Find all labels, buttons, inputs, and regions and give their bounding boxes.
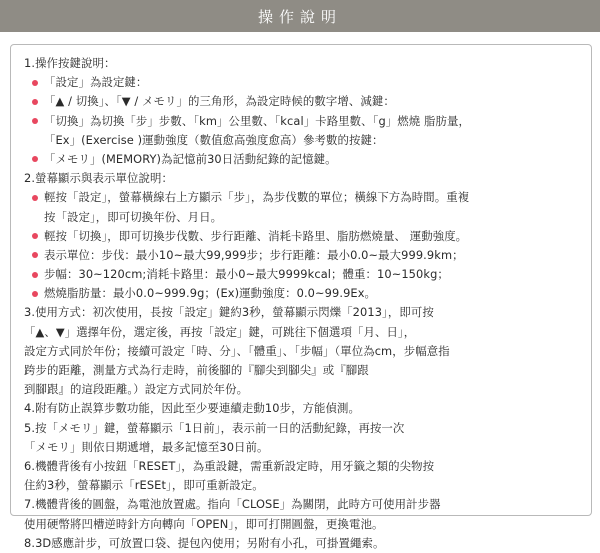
section-heading: 7.機體背後的圓盤，為電池放置處。指向「CLOSE」為關閉，此時方可使用計步器: [24, 497, 441, 512]
paragraph-line: 住約3秒，螢幕顯示「rESEt」，即可重新設定。: [24, 478, 264, 493]
title-bar: [0, 0, 600, 32]
list-item: 「メモリ」(MEMORY)為記憶前30日活動紀錄的記憶鍵。: [24, 150, 584, 169]
bullet-icon: [32, 272, 38, 278]
paragraph-line: 「メモリ」則依日期遞增，最多記憶至30日前。: [24, 439, 269, 454]
section-heading: 6.機體背後有小按鈕「RESET」，為重設鍵，需重新設定時，用牙籤之類的尖物按: [24, 458, 435, 473]
paragraph-line: 跨步的距離，測量方式為行走時，前後腳的『腳尖到腳尖』或『腳跟: [24, 363, 369, 377]
instructions-list: [24, 54, 584, 553]
list-item: 燃燒脂肪量：最小0.0~999.9g；(Ex)運動強度：0.0~99.9Ex。: [24, 284, 584, 303]
list-item: 表示單位：步伐：最小10~最大99,999步；步行距離：最小0.0~最大999.9km；: [24, 246, 584, 265]
section-heading: 8.3D感應計步，可放置口袋、提包內使用；另附有小孔，可掛置繩索。: [24, 535, 385, 550]
list-item: 輕按「切換」，即可切換步伐數、步行距離、消耗卡路里、脂肪燃燒量、 運動強度。: [24, 227, 584, 246]
bullet-icon: [32, 118, 38, 124]
list-item: 「切換」為切換「步」步數、「km」公里數、「kcal」卡路里數、「g」燃燒 脂肪量，: [24, 112, 584, 131]
section-heading: 2.螢幕顯示與表示單位說明：: [24, 171, 173, 186]
paragraph-line: 使用硬幣將凹槽逆時針方向轉向「OPEN」，即可打開圓盤，更換電池。: [24, 516, 384, 531]
bullet-icon: [32, 80, 38, 86]
list-item-continuation: 按「設定」，即可切換年份、月日。: [44, 209, 223, 224]
section-heading: 4.附有防止誤算步數功能，因此至少要連續走動10步，方能偵測。: [24, 401, 361, 416]
page-title: 操作說明: [257, 7, 342, 26]
list-item: 步幅：30~120cm;消耗卡路里：最小0~最大9999kcal；體重：10~150kg；: [24, 265, 584, 284]
bullet-icon: [32, 233, 38, 239]
bullet-icon: [32, 252, 38, 258]
paragraph-line: 設定方式同於年份；接續可設定「時、分」、「體重」、「步幅」（單位為cm，步幅意指: [24, 343, 450, 358]
bullet-icon: [32, 156, 38, 162]
section-heading: 3.使用方式：初次使用，長按「設定」鍵約3秒，螢幕顯示閃爍「2013」，即可按: [24, 305, 434, 320]
paragraph-line: 到腳跟』的這段距離。）設定方式同於年份。: [24, 382, 249, 397]
list-item: 輕按「設定」，螢幕橫線右上方顯示「步」，為步伐數的單位；橫線下方為時間。重複: [24, 188, 584, 207]
bullet-icon: [32, 99, 38, 105]
bullet-icon: [32, 291, 38, 297]
paragraph-line: 「▲、▼」選擇年份，選定後，再按「設定」鍵，可跳往下個選項「月、日」，: [24, 324, 416, 339]
section-heading: 5.按「メモリ」鍵，螢幕顯示「1日前」，表示前一日的活動紀錄，再按一次: [24, 420, 405, 435]
bullet-icon: [32, 195, 38, 201]
list-item: 「▲ / 切換」、「▼ / メモリ」的三角形，為設定時候的數字增、減鍵：: [24, 92, 584, 111]
list-item: 「設定」為設定鍵：: [24, 73, 584, 92]
section-heading: 1.操作按鍵說明：: [24, 56, 116, 70]
list-item-continuation: 「Ex」(Exercise )運動強度（數值愈高強度愈高）參考數的按鍵：: [44, 132, 384, 147]
